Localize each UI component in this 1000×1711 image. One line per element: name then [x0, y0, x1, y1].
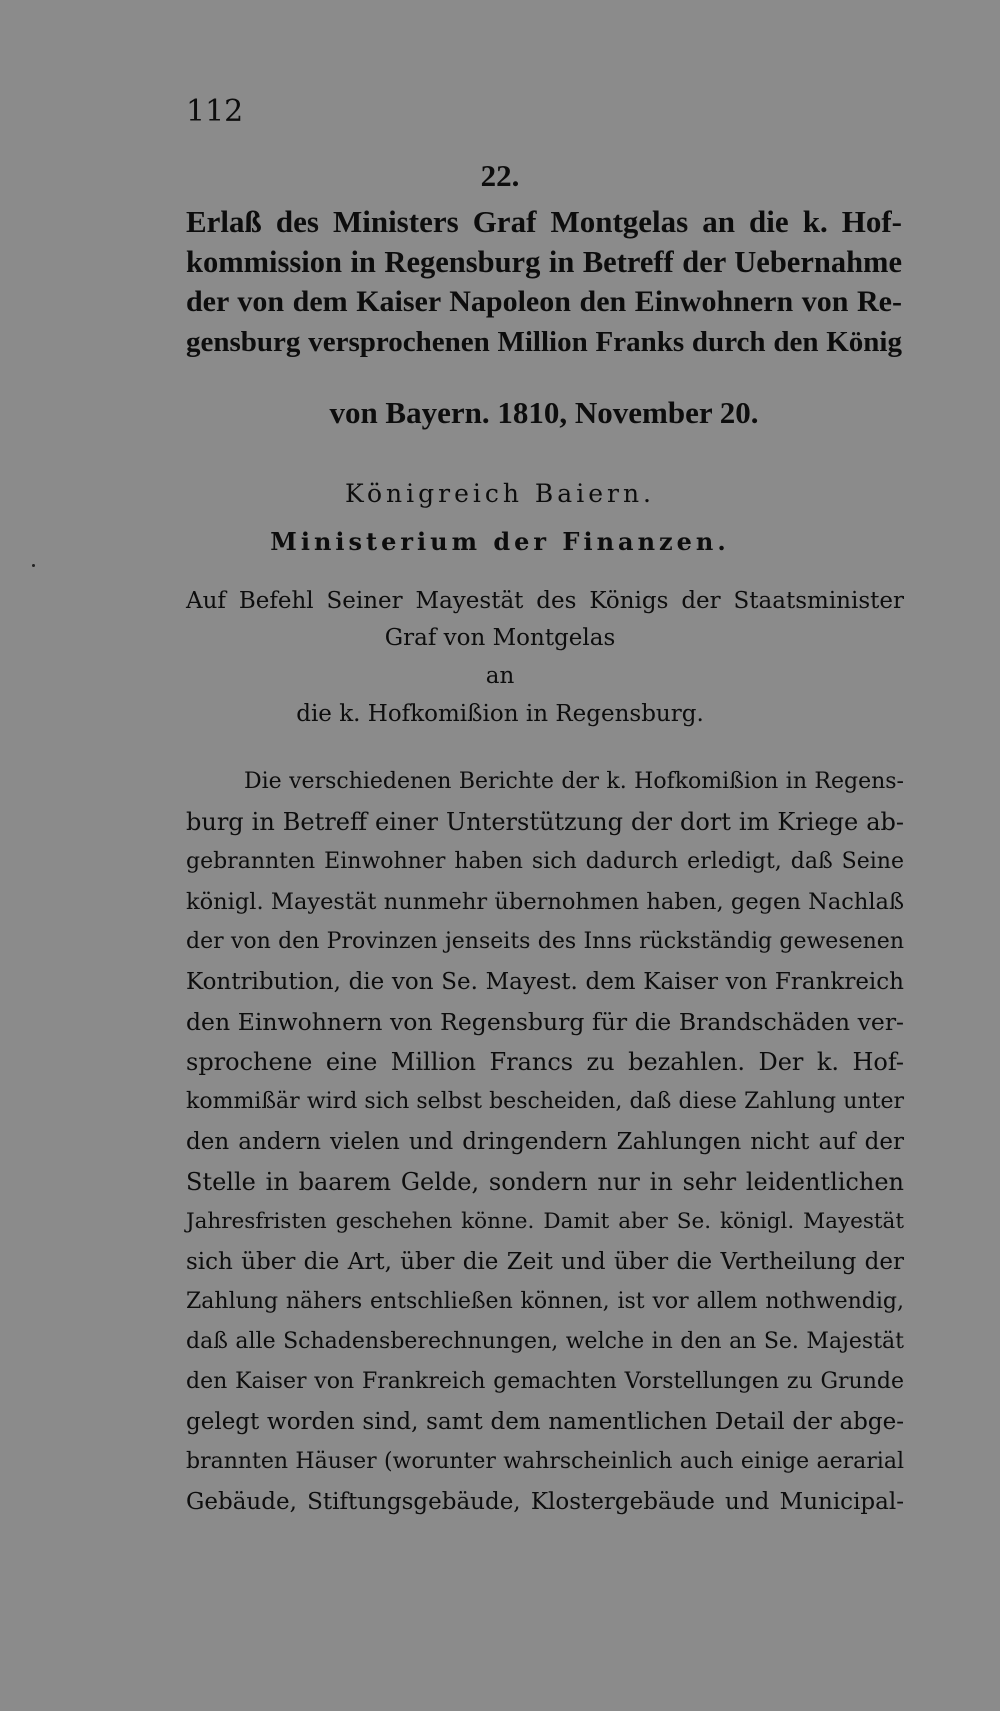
- kingdom-heading: Königreich Baiern.: [344, 479, 655, 508]
- title-line: der von dem Kaiser Napoleon den Einwohnern von Re-: [186, 285, 902, 318]
- body-line: gebrannten Einwohner haben sich dadurch erledigt, daß Seine: [186, 849, 904, 874]
- body-line: daß alle Schadensberechnungen, welche in den an Se. Majestät: [186, 1329, 904, 1354]
- body-line: Die verschiedenen Berichte der k. Hofkomißion in Regens-: [244, 769, 904, 794]
- title-line: Erlaß des Ministers Graf Montgelas an die k. Hof-: [186, 204, 902, 239]
- title-line: von Bayern. 1810, November 20.: [329, 395, 759, 430]
- body-line: kommißär wird sich selbst bescheiden, daß diese Zahlung unter: [186, 1089, 904, 1114]
- title-line: kommission in Regensburg in Betreff der Uebernahme: [186, 245, 902, 279]
- address-line: an: [485, 663, 515, 689]
- body-line: Stelle in baarem Gelde, sondern nur in sehr leidentlichen: [186, 1168, 904, 1196]
- body-line: den andern vielen und dringendern Zahlungen nicht auf der: [186, 1129, 904, 1155]
- ministry-heading: Ministerium der Finanzen.: [270, 527, 730, 556]
- address-line: Graf von Montgelas: [384, 625, 616, 651]
- body-line: sprochene eine Million Francs zu bezahlen. Der k. Hof-: [186, 1048, 904, 1076]
- address-line: Auf Befehl Seiner Mayestät des Königs der Staatsminister: [186, 588, 904, 614]
- title-line: gensburg versprochenen Million Franks durch den König: [186, 326, 902, 358]
- body-line: gelegt worden sind, samt dem namentlichen Detail der abge-: [186, 1409, 904, 1435]
- body-line: Zahlung nähers entschließen können, ist vor allem nothwendig,: [186, 1289, 904, 1314]
- body-line: königl. Mayestät nunmehr übernohmen haben, gegen Nachlaß: [186, 889, 904, 915]
- address-line: die k. Hofkomißion in Regensburg.: [296, 701, 704, 727]
- body-line: den Kaiser von Frankreich gemachten Vorstellungen zu Grunde: [186, 1369, 904, 1394]
- body-line: sich über die Art, über die Zeit und über die Vertheilung der: [186, 1249, 904, 1275]
- body-line: Jahresfristen geschehen könne. Damit aber Se. königl. Mayestät: [186, 1209, 904, 1234]
- page-number: 112: [186, 94, 244, 129]
- body-line: der von den Provinzen jenseits des Inns rückständig gewesenen: [186, 929, 904, 954]
- body-line: burg in Betreff einer Unterstützung der dort im Kriege ab-: [186, 808, 904, 836]
- body-line: brannten Häuser (worunter wahrscheinlich auch einige aerarial: [186, 1449, 904, 1474]
- body-line: Gebäude, Stiftungsgebäude, Klostergebäude und Municipal-: [186, 1489, 904, 1515]
- margin-speck: [32, 564, 35, 567]
- body-line: den Einwohnern von Regensburg für die Brandschäden ver-: [186, 1008, 904, 1036]
- body-line: Kontribution, die von Se. Mayest. dem Kaiser von Frankreich: [186, 969, 904, 995]
- document-number: 22.: [480, 158, 520, 193]
